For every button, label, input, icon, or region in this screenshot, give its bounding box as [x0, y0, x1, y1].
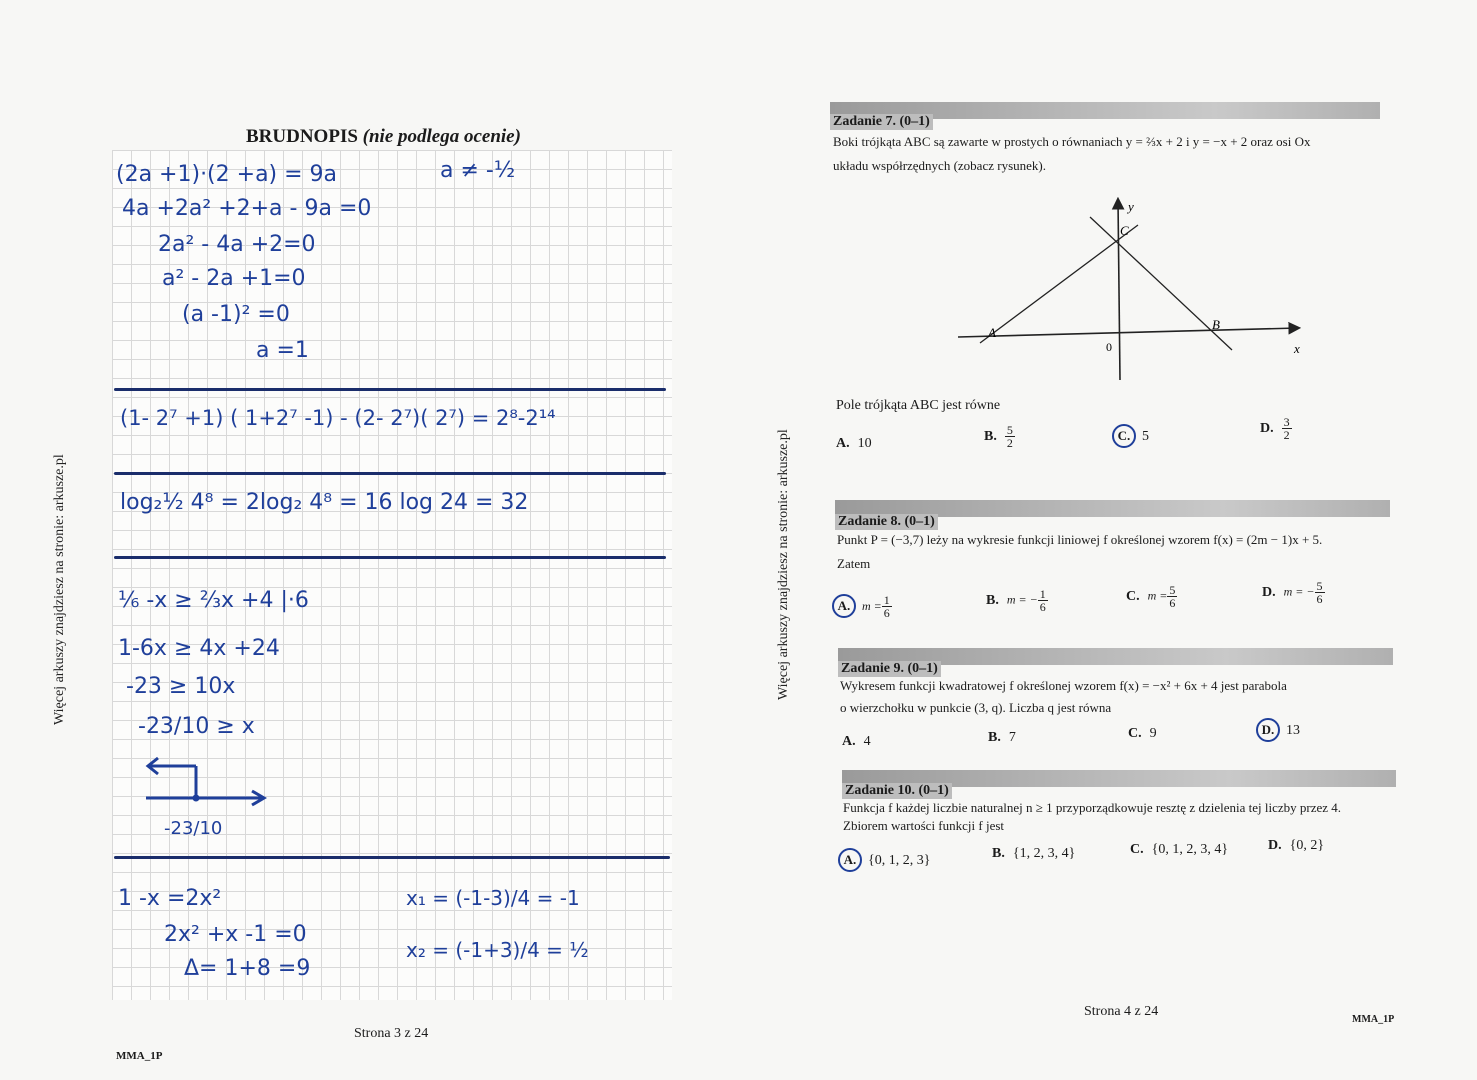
answer-option: D. 13	[1256, 718, 1300, 742]
answer-option: A. {0, 1, 2, 3}	[838, 848, 930, 872]
answer-option: B. {1, 2, 3, 4}	[992, 846, 1076, 861]
handwriting-line: -23/10	[164, 818, 223, 839]
point-b-label: B	[1212, 317, 1220, 332]
selected-answer-circle: A.	[838, 848, 862, 872]
handwriting-line: a² - 2a +1=0	[162, 266, 306, 291]
exam-code: MMA_1P	[116, 1050, 163, 1062]
handwriting-line: 2a² - 4a +2=0	[158, 232, 316, 257]
handwriting-line: 1-6x ≥ 4x +24	[118, 636, 280, 661]
answer-option: D. m = − $\frac{5}{6}$	[1262, 579, 1323, 606]
page-number: Strona 3 z 24	[354, 1026, 429, 1041]
selected-answer-circle: D.	[1256, 718, 1280, 742]
handwriting-line: 1 -x =2x²	[118, 886, 222, 911]
answer-option: D. $\frac{3}{2}$	[1260, 415, 1290, 442]
handwriting-line: x₂ = (-1+3)/4 = ½	[406, 938, 589, 962]
handwriting-line: log₂½ 4⁸ = 2log₂ 4⁸ = 16 log 24 = 32	[120, 490, 529, 515]
handwriting-line: 4a +2a² +2+a - 9a =0	[122, 196, 372, 221]
task-label: Zadanie 7. (0–1)	[830, 114, 933, 130]
divider-line	[114, 388, 666, 391]
handwriting-line: (2a +1)·(2 +a) = 9a	[116, 162, 338, 187]
page-number: Strona 4 z 24	[1084, 1004, 1159, 1019]
number-line-sketch	[140, 752, 280, 812]
handwriting-line: a =1	[256, 338, 309, 363]
answer-option: B. $\frac{5}{2}$	[984, 423, 1013, 450]
answer-option: B. 7	[988, 730, 1016, 745]
point-c-label: C	[1120, 223, 1129, 238]
handwriting-line: x₁ = (-1-3)/4 = -1	[406, 886, 580, 910]
answer-option: A. 4	[842, 734, 871, 749]
task-label: Zadanie 9. (0–1)	[838, 661, 941, 677]
task-question: Pole trójkąta ABC jest równe	[836, 398, 1001, 413]
handwriting-line: -23/10 ≥ x	[138, 714, 255, 739]
task-text: Funkcja f każdej liczbie naturalnej n ≥ 1 przyporządkowuje resztę z dzielenia tej liczby przez 4.	[843, 800, 1342, 815]
task-text: o wierzchołku w punkcie (3, q). Liczba q jest równa	[840, 700, 1112, 715]
triangle-figure	[950, 195, 1310, 385]
selected-answer-circle: A.	[832, 594, 856, 618]
answer-option: C. 9	[1128, 726, 1157, 741]
side-note-middle: Więcej arkuszy znajdziesz na stronie: arkusze.pl	[776, 429, 791, 700]
task-text: układu współrzędnych (zobacz rysunek).	[833, 158, 1046, 173]
page-title: BRUDNOPIS (nie podlega ocenie)	[246, 126, 521, 147]
x-axis-label: x	[1294, 341, 1300, 356]
divider-line	[114, 472, 666, 475]
handwriting-line: 2x² +x -1 =0	[164, 922, 307, 947]
selected-answer-circle: C.	[1112, 424, 1136, 448]
answer-option: C. m = $\frac{5}{6}$	[1126, 583, 1176, 610]
answer-option: A. 10	[836, 436, 872, 451]
origin-label: 0	[1106, 340, 1112, 354]
task-text: Boki trójkąta ABC są zawarte w prostych o równaniach y = ⅔x + 2 i y = −x + 2 oraz osi Ox	[833, 134, 1311, 149]
task-label: Zadanie 10. (0–1)	[842, 783, 952, 799]
answer-option: C. {0, 1, 2, 3, 4}	[1130, 842, 1229, 857]
handwriting-line: Δ= 1+8 =9	[184, 956, 311, 981]
task-text: Zbiorem wartości funkcji f jest	[843, 818, 1005, 833]
point-a-label: A	[988, 325, 996, 340]
answer-option: D. {0, 2}	[1268, 838, 1325, 853]
task-text: Punkt P = (−3,7) leży na wykresie funkcji liniowej f określonej wzorem f(x) = (2m − 1)x + 5.	[837, 532, 1323, 547]
task-label: Zadanie 8. (0–1)	[835, 514, 938, 530]
task-text: Zatem	[837, 556, 871, 571]
answer-option: C. 5	[1112, 424, 1149, 448]
side-note-left: Więcej arkuszy znajdziesz na stronie: arkusze.pl	[52, 454, 67, 725]
answer-option: A. m = $\frac{1}{6}$	[832, 594, 892, 619]
handwriting-line: a ≠ -½	[440, 158, 516, 183]
exam-code: MMA_1P	[1352, 1014, 1395, 1025]
handwriting-line: ⅙ -x ≥ ⅔x +4 |·6	[118, 588, 309, 613]
divider-line	[114, 556, 666, 559]
handwriting-line: (1- 2⁷ +1) ( 1+2⁷ -1) - (2- 2⁷)( 2⁷) = 2⁸-2¹⁴	[120, 406, 556, 430]
y-axis-label: y	[1128, 199, 1134, 214]
handwriting-line: -23 ≥ 10x	[126, 674, 236, 699]
divider-line	[114, 856, 670, 859]
answer-option: B. m = − $\frac{1}{6}$	[986, 587, 1046, 614]
handwriting-line: (a -1)² =0	[182, 302, 290, 327]
task-text: Wykresem funkcji kwadratowej f określonej wzorem f(x) = −x² + 6x + 4 jest parabola	[840, 678, 1287, 693]
